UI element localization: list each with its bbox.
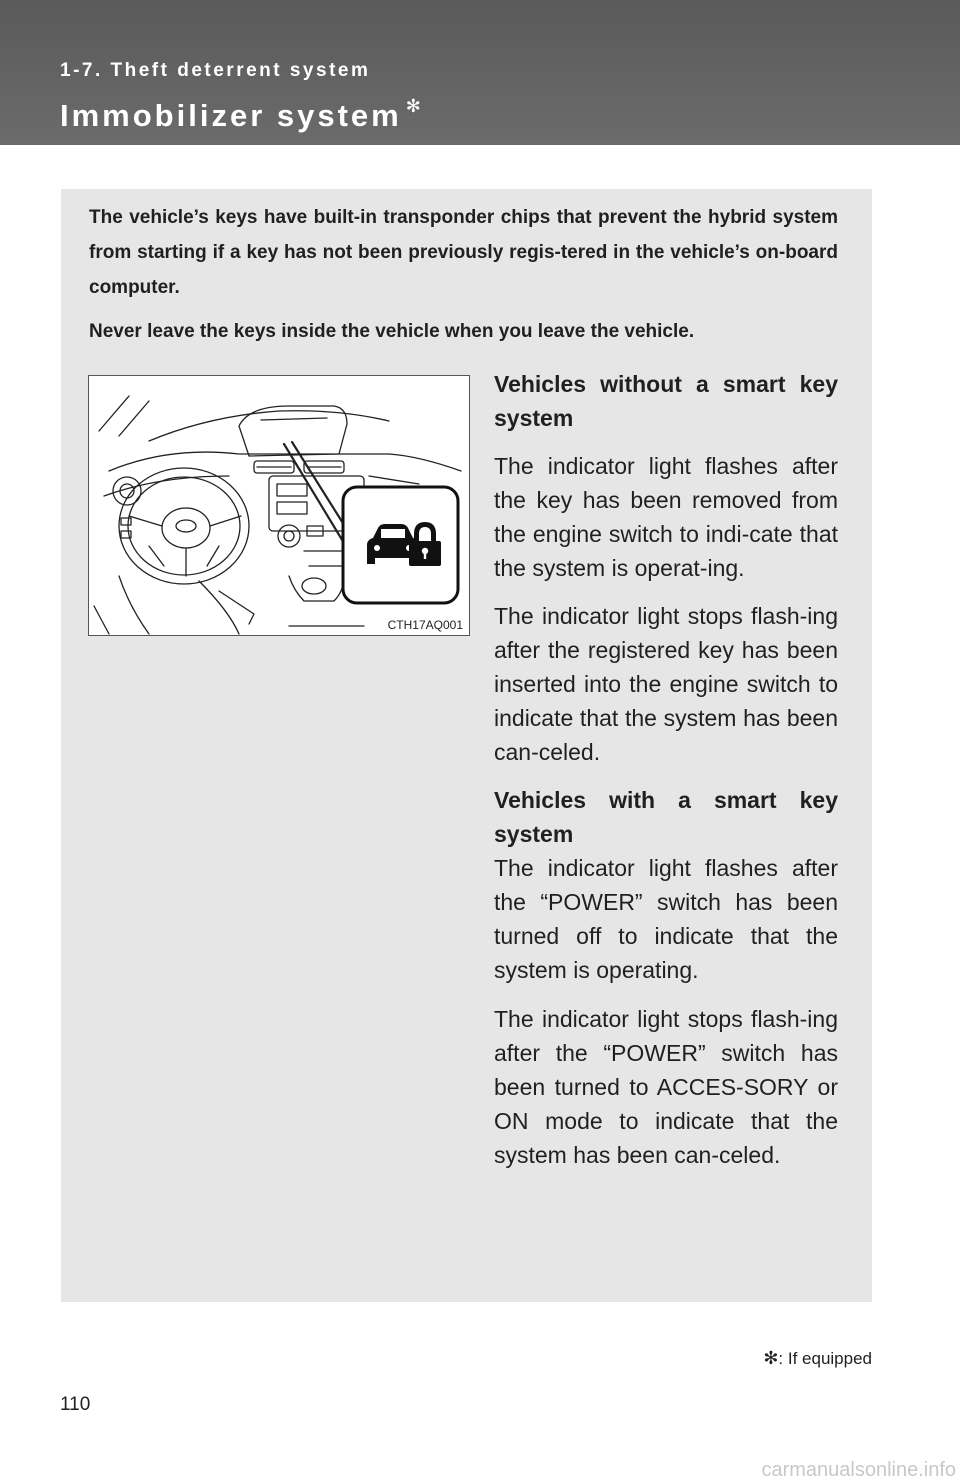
page-title-text: Immobilizer system bbox=[60, 98, 402, 133]
figure-code: CTH17AQ001 bbox=[387, 618, 463, 632]
paragraph-cancel-without-smart-key: The indicator light stops flash-ing after the registered key has been inserted into the engine switch to indicate that the system has been can-celed. bbox=[494, 603, 838, 765]
paragraph-cancel-with-smart-key: The indicator light stops flash-ing after the “POWER” switch has been turned to ACCES-SORY or ON mode to indicate that the system has been can-celed. bbox=[494, 1006, 838, 1168]
intro-paragraph: The vehicle’s keys have built-in transponder chips that prevent the hybrid system from starting if a key has not been previously regis-tered in the vehicle’s on-board computer. bbox=[89, 207, 838, 298]
dashboard-drawing bbox=[89, 376, 469, 635]
asterisk-icon: ✻ bbox=[763, 1348, 779, 1368]
watermark: carmanualsonline.info bbox=[761, 1459, 956, 1481]
warning-paragraph: Never leave the keys inside the vehicle when you leave the vehicle. bbox=[89, 321, 695, 342]
intro-text bbox=[89, 200, 838, 349]
dashboard-illustration bbox=[88, 375, 470, 636]
page-header-band bbox=[0, 0, 960, 145]
indicator-description bbox=[494, 367, 838, 1172]
subheading-without-smart-key: Vehicles without a smart key system bbox=[494, 371, 838, 431]
page-title bbox=[60, 96, 424, 134]
page-number: 110 bbox=[60, 1394, 91, 1415]
section-label: 1-7. Theft deterrent system bbox=[60, 60, 371, 81]
paragraph-flash-without-smart-key: The indicator light flashes after the key has been removed from the engine switch to indi-cate that the system is operat-ing. bbox=[494, 453, 838, 581]
paragraph-flash-with-smart-key: The indicator light flashes after the “POWER” switch has been turned off to indicate that the system is operating. bbox=[494, 855, 838, 983]
if-equipped-mark: ✻ bbox=[405, 96, 424, 116]
subheading-with-smart-key: Vehicles with a smart key system bbox=[494, 787, 838, 847]
footnote-text: : If equipped bbox=[778, 1349, 872, 1368]
footnote bbox=[763, 1348, 872, 1369]
